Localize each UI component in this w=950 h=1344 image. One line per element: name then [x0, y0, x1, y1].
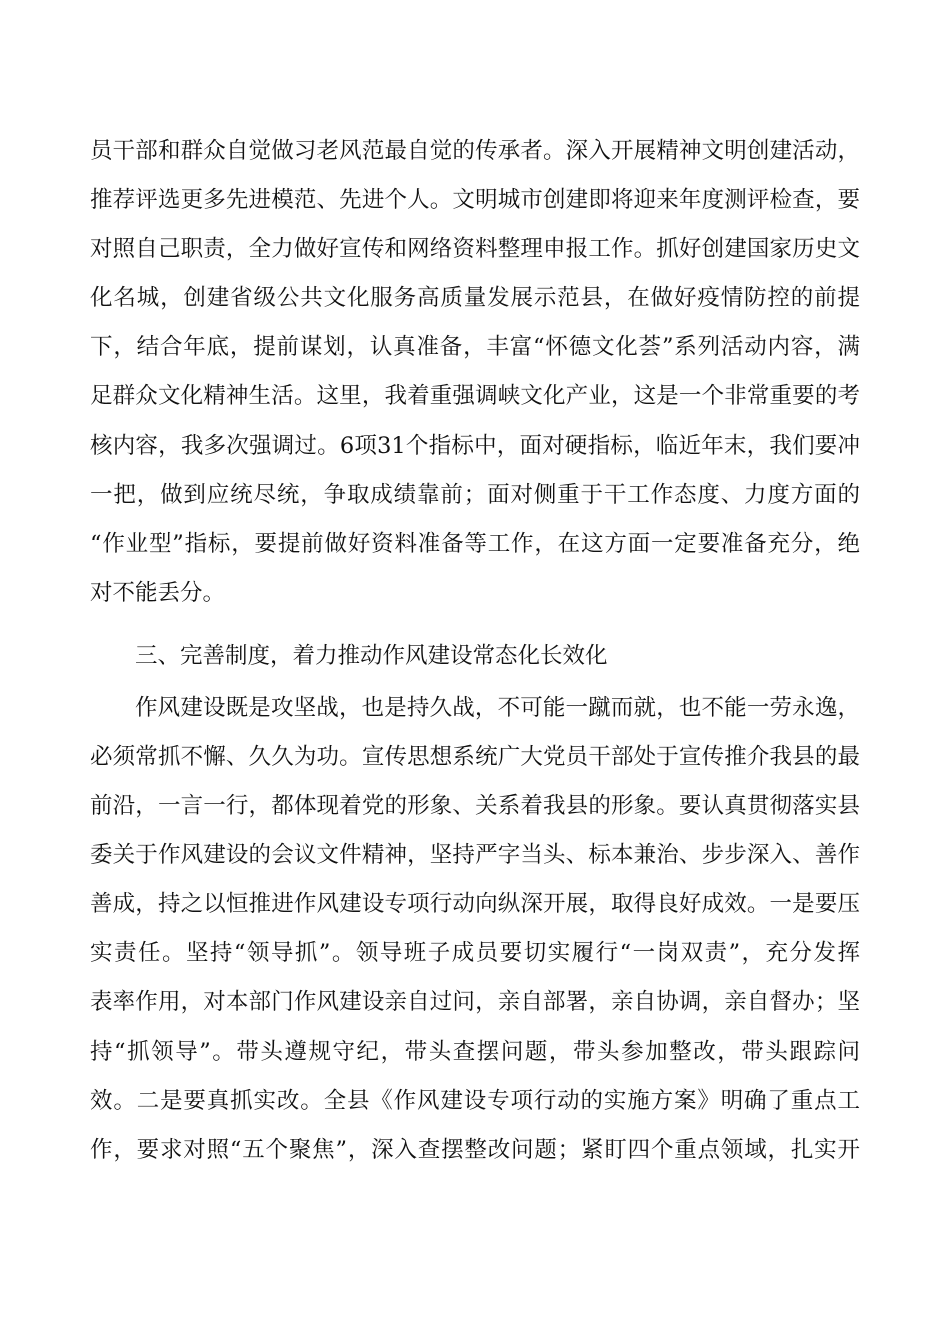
paragraph-1-line: 一把，做到应统尽统，争取成绩靠前；面对侧重于干工作态度、力度方面的 — [90, 482, 860, 508]
paragraph-2-line: 善成，持之以恒推进作风建设专项行动向纵深开展，取得良好成效。一是要压 — [90, 891, 860, 917]
paragraph-2-line: 前沿，一言一行，都体现着党的形象、关系着我县的形象。要认真贯彻落实县 — [90, 793, 860, 819]
paragraph-1-line: 对不能丢分。 — [90, 580, 226, 606]
section-heading: 三、完善制度，着力推动作风建设常态化长效化 — [135, 643, 608, 669]
paragraph-2-line: 持“抓领导”。带头遵规守纪，带头查摆问题，带头参加整改，带头跟踪问 — [90, 1039, 860, 1065]
paragraph-1-line: 对照自己职责，全力做好宣传和网络资料整理申报工作。抓好创建国家历史文 — [90, 236, 860, 262]
paragraph-1-line: 推荐评选更多先进模范、先进个人。文明城市创建即将迎来年度测评检查，要 — [90, 187, 860, 213]
paragraph-2-line: 表率作用，对本部门作风建设亲自过问，亲自部署，亲自协调，亲自督办；坚 — [90, 989, 860, 1015]
paragraph-2-line: 实责任。坚持“领导抓”。领导班子成员要切实履行“一岗双责”，充分发挥 — [90, 940, 860, 966]
paragraph-1-line: 员干部和群众自觉做习老风范最自觉的传承者。深入开展精神文明创建活动， — [90, 138, 860, 164]
paragraph-2-line: 作，要求对照“五个聚焦”，深入查摆整改问题；紧盯四个重点领域，扎实开 — [90, 1137, 860, 1163]
paragraph-2-line: 效。二是要真抓实改。全县《作风建设专项行动的实施方案》明确了重点工 — [90, 1088, 860, 1114]
paragraph-1-line: 下，结合年底，提前谋划，认真准备，丰富“怀德文化荟”系列活动内容，满 — [90, 334, 860, 360]
paragraph-1-line: 足群众文化精神生活。这里，我着重强调峡文化产业，这是一个非常重要的考 — [90, 383, 860, 409]
paragraph-2-line: 作风建设既是攻坚战，也是持久战，不可能一蹴而就，也不能一劳永逸， — [135, 695, 860, 721]
paragraph-1-line: “作业型”指标，要提前做好资料准备等工作，在这方面一定要准备充分，绝 — [90, 531, 860, 557]
paragraph-2-line: 委关于作风建设的会议文件精神，坚持严字当头、标本兼治、步步深入、善作 — [90, 842, 860, 868]
paragraph-2-line: 必须常抓不懈、久久为功。宣传思想系统广大党员干部处于宣传推介我县的最 — [90, 744, 860, 770]
paragraph-1-line: 化名城，创建省级公共文化服务高质量发展示范县，在做好疫情防控的前提 — [90, 285, 860, 311]
paragraph-1-line: 核内容，我多次强调过。6项31个指标中，面对硬指标，临近年末，我们要冲 — [90, 433, 860, 459]
